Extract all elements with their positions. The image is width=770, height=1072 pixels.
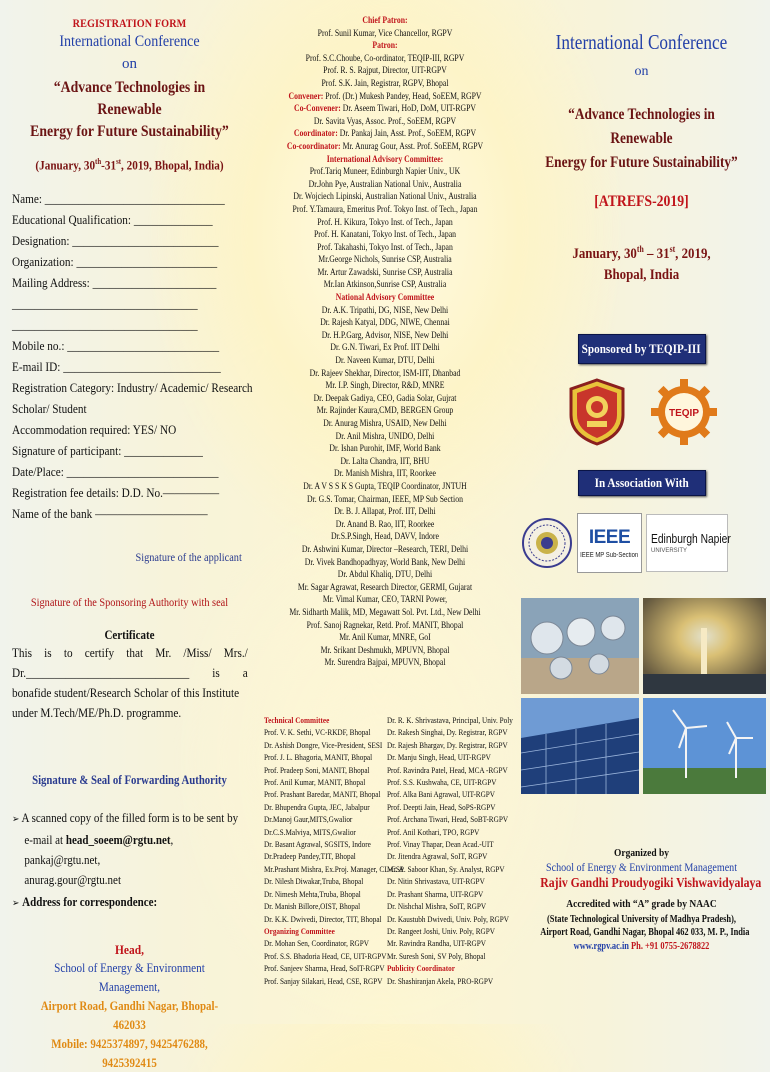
head-school: School of Energy & Environment Management,	[54, 960, 205, 995]
committee-member: Dr. Jitendra Agrawal, SoIT, RGPV	[387, 851, 488, 862]
date-sup: th	[95, 157, 102, 166]
university-address: Airport Road, Gandhi Nagar, Bhopal 462 033, M. P., India	[540, 927, 750, 938]
edinburgh-sub: UNIVERSITY	[651, 548, 688, 554]
form-field-line[interactable]: Organization: _________________________	[12, 255, 218, 270]
rgpv-seal-icon	[521, 512, 573, 574]
committee-line: Dr. Vivek Bandhopadhyay, World Bank, New Delhi	[304, 556, 466, 567]
head-address: Airport Road, Gandhi Nagar, Bhopal-462033	[40, 998, 219, 1033]
committee-member: Prof. Ravindra Patel, Head, MCA -RGPV	[387, 764, 508, 775]
organizing-university: Rajiv Gandhi Proudyogiki Vishwavidyalaya	[540, 876, 762, 891]
committee-line: Mr. Anil Kumar, MNRE, GoI	[339, 632, 431, 643]
website-link[interactable]: www.rgpv.ac.in	[573, 941, 629, 952]
teqip-logo-text: TEQIP	[668, 408, 699, 419]
registration-form-panel	[0, 0, 257, 1071]
form-field-line[interactable]: Registration Category: Industry/ Academic/ Research	[12, 381, 253, 396]
committee-member: Dr.Pradeep Pandey,TIT, Bhopal	[264, 851, 356, 862]
date-part: January, 30	[572, 246, 637, 262]
committee-member: Dr. Kaustubh Dwivedi, Univ. Poly, RGPV	[387, 913, 509, 924]
committee-line: Dr. B. J. Allapat, Prof. IIT, Delhi	[334, 506, 436, 517]
form-field-line[interactable]: Accommodation required: YES/ NO	[12, 423, 177, 438]
committee-member: Prof. Alka Bani Agrawal, UIT-RGPV	[387, 789, 496, 800]
committee-line: Dr. A V S S K S Gupta, TEQIP Coordinator, JNTUH	[303, 480, 467, 491]
committee-line: International Advisory Committee:	[326, 153, 444, 164]
address-label: Address for correspondence:	[22, 895, 158, 910]
sponsored-label: Sponsored by TEQIP-III	[582, 341, 701, 356]
date-part: , 2019, Bhopal, India)	[121, 157, 224, 173]
cover-theme	[538, 103, 745, 175]
committee-line: Prof.Tariq Muneer, Edinburgh Napier Univ., UK	[309, 166, 461, 177]
committee-line: Dr. Rajesh Katyal, DDG, NIWE, Chennai	[320, 317, 450, 328]
phone-number: Ph. +91 0755-2678822	[631, 941, 710, 952]
conference-title: International Conference	[59, 33, 200, 50]
committee-line: Dr. Ashwini Kumar, Director –Research, TERI, Delhi	[301, 543, 469, 554]
committee-line: Mr. Srikant Deshmukh, MPUVN, Bhopal	[320, 644, 450, 655]
committee-member: Dr. Rajesh Bhargav, Dy. Registrar, RGPV	[387, 739, 508, 750]
committee-line: National Advisory Committee	[335, 292, 435, 303]
date-sup: th	[636, 244, 644, 254]
edinburgh-wordmark: Edinburgh Napier	[651, 532, 731, 546]
committee-line: Dr. Anand B. Rao, IIT, Roorkee	[335, 518, 435, 529]
committee-role: Co-coordinator:	[286, 140, 341, 151]
committee-member: Prof. Archana Tiwari, Head, SoBT-RGPV	[387, 814, 509, 825]
committee-line: Patron:	[372, 40, 398, 51]
committee-line: Dr. Ishan Purohit, IMF, World Bank	[329, 443, 441, 454]
committee-member: Prof. Deepti Jain, Head, SoPS-RGPV	[387, 801, 496, 812]
committee-line: Dr. H.P.Garg, Advisor, NISE, New Delhi	[321, 329, 449, 340]
edinburgh-napier-logo	[646, 514, 731, 572]
committee-line	[275, 102, 495, 115]
committee-member: Prof. Prashant Baredar, MANIT, Bhopal	[264, 789, 381, 800]
committee-role: Co-Convener:	[293, 103, 341, 114]
committee-line: Dr. Savita Vyas, Assoc. Prof., SoEEM, RGPV	[313, 115, 457, 126]
ieee-wordmark: IEEE	[588, 527, 631, 548]
date-part: , 2019,	[675, 246, 711, 262]
committee-line: Dr. G.N. Tiwari, Ex Prof. IIT Delhi	[330, 342, 440, 353]
email-link-anurag[interactable]: anurag.gour@rgtu.net	[24, 873, 122, 888]
form-field-line[interactable]: Mailing Address: ______________________	[12, 276, 217, 291]
email-link-head[interactable]: head_soeem@rgtu.net	[65, 833, 171, 848]
form-fields	[12, 189, 253, 525]
committee-line: Dr. Abdul Khaliq, DTU, Delhi	[337, 569, 433, 580]
committee-member: Prof. V. K. Sethi, VC-RKDF, Bhopal	[264, 727, 371, 738]
scanned-copy-note	[12, 808, 250, 914]
committee-line: Mr.Ian Atkinson,Sunrise CSP, Australia	[323, 279, 447, 290]
committee-line: Dr. A.K. Tripathi, DG, NISE, New Delhi	[321, 304, 449, 315]
conference-on: on	[122, 56, 137, 72]
renewable-energy-photos	[521, 598, 766, 794]
committee-member: Dr. Bhupendra Gupta, JEC, Jabalpur	[264, 801, 370, 812]
committee-role: Coordinator:	[293, 128, 338, 139]
arrow-bullet-icon: ➢	[12, 814, 20, 826]
committee-member: Prof. Anil Kumar, MANIT, Bhopal	[264, 777, 366, 788]
committee-line: Prof. S.C.Choube, Co-ordinator, TEQIP-III, RGPV	[305, 52, 465, 63]
committee-member: Dr. Basant Agrawal, SGSITS, Indore	[264, 839, 371, 850]
accreditation: Accredited with “A” grade by NAAC	[566, 898, 717, 910]
committee-line: Mr. Surendra Bajpai, MPUVN, Bhopal	[324, 657, 446, 668]
date-part: (January, 30	[35, 157, 96, 173]
committee-line: Mr. Rajinder Kaura,CMD, BERGEN Group	[316, 405, 454, 416]
association-banner	[578, 470, 706, 496]
committee-line: Mr.George Nichols, Sunrise CSP, Australia	[318, 254, 452, 265]
technical-committee-right	[387, 714, 515, 987]
hrd-seal-icon	[565, 377, 629, 447]
committee-member: Dr. Ashish Dongre, Vice-President, SESI	[264, 739, 383, 750]
committee-member: Dr. Manju Singh, Head, UIT-RGPV	[387, 752, 491, 763]
solar-panels-photo	[521, 698, 639, 794]
committee-member: Prof. Sanjay Silakari, Head, CSE, RGPV	[264, 975, 383, 986]
date-sup: st	[116, 157, 122, 166]
committee-member: Prof. Sanjeev Sharma, Head, SoIT-RGPV	[264, 963, 385, 974]
committee-member: Dr. Nitin Shrivastava, UIT-RGPV	[387, 876, 485, 887]
committee-member: Prof. J. L. Bhagoria, MANIT, Bhopal	[264, 752, 373, 763]
solar-dish-photo	[521, 598, 639, 694]
certificate-title: Certificate	[104, 628, 155, 643]
head-title: Head,	[115, 942, 144, 958]
committee-line: Mr. Sagar Agrawat, Research Director, GERMI, Gujarat	[297, 581, 473, 592]
theme-line-2: Energy for Future Sustainability”	[30, 123, 229, 140]
committee-line: Prof. R. S. Rajput, Director, UIT-RGPV	[323, 65, 447, 76]
certificate-body	[12, 643, 248, 723]
committee-line: Mr. Sidharth Malik, MD, Megawatt Sol. Pvt. Ltd., New Delhi	[289, 606, 481, 617]
committee-role: Convener:	[288, 90, 324, 101]
committee-line: Dr. Lalta Chandra, IIT, BHU	[340, 455, 430, 466]
head-mobile: Mobile: 9425374897, 9425476288, 9425392415	[51, 1036, 208, 1071]
committee-member: Dr.C.S.Malviya, MITS,Gwalior	[264, 826, 356, 837]
form-field-line[interactable]: Registration fee details: D.D. No.—————	[12, 486, 220, 501]
cover-theme-line-2: Energy for Future Sustainability”	[545, 154, 738, 171]
committee-line: Prof. Sunil Kumar, Vice Chancellor, RGPV	[317, 27, 453, 38]
sponsored-banner	[578, 334, 706, 364]
form-field-line[interactable]: Name of the bank ——————————	[12, 507, 208, 522]
committee-line	[275, 140, 495, 153]
form-field-line[interactable]: Mobile no.: ___________________________	[12, 339, 220, 354]
sponsor-logos	[521, 376, 762, 448]
committee-line: Dr. Deepak Gadiya, CEO, Gadia Solar, Gujrat	[313, 392, 457, 403]
committee-member: Dr. R. K. Shrivastava, Principal, Univ. Poly	[387, 715, 513, 725]
committee-member: Mr. Ravindra Randha, UIT-RGPV	[387, 938, 486, 949]
committee-line: Dr. Wojciech Lipinski, Australian National Univ., Australia	[293, 191, 477, 202]
teqip-logo-icon	[649, 377, 719, 447]
date-part: – 31	[643, 246, 670, 262]
contact-line	[540, 939, 742, 954]
committee-list	[257, 14, 513, 669]
committee-member: Dr. Manish Billore,OIST, Bhopal	[264, 901, 361, 912]
committee-member: Prof. S.S. Kushwaha, CE, UIT-RGPV	[387, 777, 497, 788]
committee-line: Prof. S.K. Jain, Registrar, RGPV, Bhopal	[321, 77, 449, 88]
committee-member: Dr. Prashant Sharma, UIT-RGPV	[387, 888, 484, 899]
committee-member: Dr. Pankaj Jain, Asst. Prof., SoEEM, RGPV	[337, 128, 477, 139]
association-label: In Association With	[594, 475, 689, 490]
theme-line-1: “Advance Technologies in Renewable	[53, 79, 206, 118]
committee-line: Dr. Manish Mishra, IIT, Roorkee	[334, 468, 436, 479]
committee-line: Prof. Y.Tamaura, Emeritus Prof. Tokyo Inst. of Tech., Japan	[292, 203, 478, 214]
committee-member: Dr. Nishchal Mishra, SoIT, RGPV	[387, 901, 487, 912]
cover-theme-line-1: “Advance Technologies in Renewable	[568, 106, 715, 147]
committee-member: Prof. Pradeep Soni, MANIT, Bhopal	[264, 764, 370, 775]
committee-line: Dr. Rajeev Shekhar, Director, ISM-IIT, Dhanbad	[309, 367, 461, 378]
committee-line: Prof. H. Kikura, Tokyo Inst. of Tech., Japan	[317, 216, 453, 227]
form-field-line[interactable]: E-mail ID: ____________________________	[12, 360, 221, 375]
committee-line: Dr. Naveen Kumar, DTU, Delhi	[335, 355, 435, 366]
form-field-line[interactable]: _________________________________	[12, 318, 198, 333]
ieee-subsection: IEEE MP Sub-Section	[580, 552, 639, 559]
committee-member: Dr. Mohan Sen, Coordinator, RGPV	[264, 938, 369, 949]
committee-line: Mr. Vimal Kumar, CEO, TARNI Power,	[322, 594, 448, 605]
committee-line: Prof. H. Kanatani, Tokyo Inst. of Tech., Japan	[313, 229, 457, 240]
date-sup: st	[669, 244, 676, 254]
committee-line: Dr. G.S. Tomar, Chairman, IEEE, MP Sub Section	[307, 493, 463, 504]
signature-sponsoring-authority: Signature of the Sponsoring Authority with seal	[30, 595, 229, 610]
signature-forwarding-authority: Signature & Seal of Forwarding Authority	[32, 773, 227, 788]
scanned-text: A scanned copy of the filled form is to be sent by	[21, 811, 239, 826]
solar-tower-photo	[643, 598, 766, 694]
organized-by: Organized by	[614, 847, 669, 859]
committee-line: Mr. Artur Zawadski, Sunrise CSP, Australia	[317, 266, 453, 277]
committee-member: Dr. Nilesh Diwakar,Truba, Bhopal	[264, 876, 364, 887]
cover-conference-title: International Conference	[555, 30, 728, 54]
committee-line: Dr.S.P.Singh, Head, DAVV, Indore	[331, 531, 439, 542]
certificate-line: This is to certify that Mr. /Miss/ Mrs./	[12, 646, 248, 661]
certificate-line: Dr._____________________________ is a	[12, 666, 248, 681]
committee-member: Dr. Rakesh Singhai, Dy. Registrar, RGPV	[387, 727, 508, 738]
ieee-logo	[577, 513, 642, 573]
form-field-line[interactable]: _________________________________	[12, 297, 198, 312]
committee-member: Mr.Prashant Mishra, Ex.Proj. Manager, CL-CSP	[264, 863, 404, 874]
conference-theme	[28, 77, 230, 143]
committee-line	[275, 90, 495, 103]
committee-member: Dr. Rangeet Joshi, Univ. Poly, RGPV	[387, 925, 495, 936]
committee-member: Dr. Shashiranjan Akela, PRO-RGPV	[387, 975, 494, 986]
committee-member: Prof. S.S. Bhadoria Head, CE, UIT-RGPV	[264, 950, 387, 961]
cover-on: on	[634, 64, 649, 79]
committee-member: Prof. Anil Kothari, TPO, RGPV	[387, 826, 480, 837]
committee-line	[275, 127, 495, 140]
form-field-line[interactable]: Signature of participant: ______________	[12, 444, 203, 459]
email-link-pankaj[interactable]: , pankaj@rgtu.net,	[24, 833, 174, 868]
committee-line: Mr. I.P. Singh, Director, R&D, MNRE	[325, 380, 445, 391]
signature-applicant: Signature of the applicant	[135, 550, 242, 565]
committee-line: Prof. Takahashi, Tokyo Inst. of Tech., Japan	[317, 241, 453, 252]
committee-member: Mr. A. Saboor Khan, Sy. Analyst, RGPV	[387, 863, 505, 874]
email-prefix: e-mail at	[24, 833, 66, 848]
form-field-line[interactable]: Educational Qualification: ______________	[12, 213, 213, 228]
form-field-line[interactable]: Name: ________________________________	[12, 192, 225, 207]
committee-line: Prof. Sanoj Ragnekar, Retd. Prof. MANIT, Bhopal	[306, 619, 464, 630]
certificate-line: bonafide student/Research Scholar of this Institute	[12, 686, 240, 701]
association-logos	[521, 510, 762, 576]
committee-heading: Organizing Committee	[264, 925, 335, 936]
committee-member: Mr. Suresh Soni, SV Poly, Bhopal	[387, 950, 486, 961]
committee-member: Prof. (Dr.) Mukesh Pandey, Head, SoEEM, RGPV	[323, 90, 482, 101]
committee-member: Dr. K.K. Dwivedi, Director, TIT, Bhopal	[264, 913, 382, 924]
technical-committee-left	[264, 714, 404, 987]
committee-member: Mr. Anurag Gour, Asst. Prof. SoEEM, RGPV	[340, 140, 484, 151]
committee-line: Dr.John Pye, Australian National Univ., Australia	[308, 178, 462, 189]
conference-short-name: [ATREFS-2019]	[594, 193, 689, 210]
committee-line: Dr. Anurag Mishra, USAID, New Delhi	[323, 418, 447, 428]
committee-member: Dr.Manoj Gaur,MITS,Gwalior	[264, 814, 353, 825]
conference-date	[28, 157, 230, 173]
date-location: Bhopal, India	[603, 267, 680, 283]
registration-form-title: REGISTRATION FORM	[72, 16, 187, 30]
date-part: -31	[101, 157, 117, 173]
committee-member: Dr. Aseem Tiwari, HoD, DoM, UIT-RGPV	[340, 103, 477, 114]
form-field-line[interactable]: Designation: __________________________	[12, 234, 219, 249]
committee-panel	[257, 0, 513, 1024]
wind-turbines-photo	[643, 698, 766, 794]
form-field-line[interactable]: Date/Place: ___________________________	[12, 465, 219, 480]
state-university: (State Technological University of Madhya Pradesh),	[547, 914, 736, 925]
committee-heading: Publicity Coordinator	[387, 963, 455, 974]
committee-member: Dr. Nimesh Mehta,Truba, Bhopal	[264, 888, 361, 899]
organizing-school: School of Energy & Environment Management	[545, 860, 738, 874]
committee-member: Prof. Vinay Thapar, Dean Acad.-UIT	[387, 839, 494, 850]
committee-heading: Technical Committee	[264, 715, 330, 725]
certificate-line: under M.Tech/ME/Ph.D. programme.	[12, 706, 182, 721]
cover-panel	[513, 0, 770, 1024]
cover-date	[538, 239, 745, 286]
arrow-bullet-icon: ➢	[12, 898, 20, 910]
committee-line: Dr. Anil Mishra, UNIDO, Delhi	[335, 430, 435, 441]
form-field-line[interactable]: Scholar/ Student	[12, 402, 87, 417]
committee-line: Chief Patron:	[362, 15, 408, 25]
